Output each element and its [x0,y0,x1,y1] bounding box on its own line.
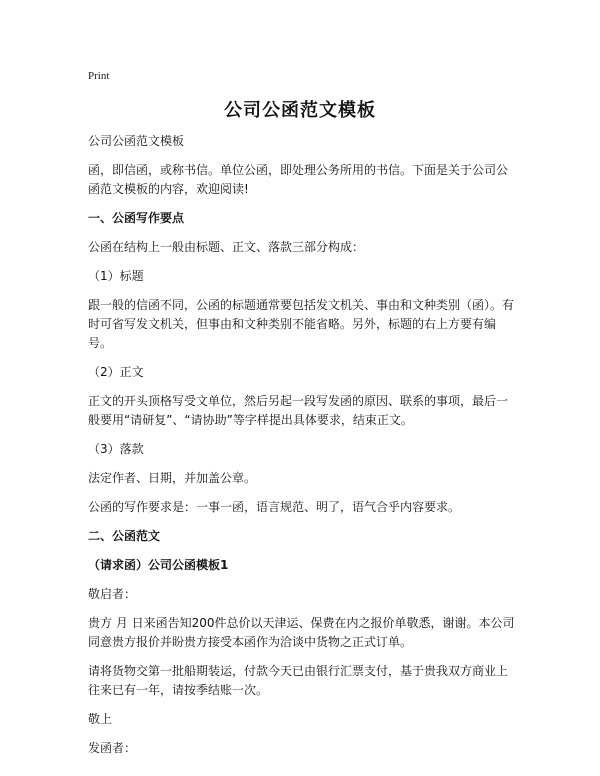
template-heading: （请求函）公司公函模板1 [88,558,229,572]
paragraph: 公函在结构上一般由标题、正文、落款三部分构成： [88,240,365,254]
paragraph: 公函的写作要求是：一事一函，语言规范、明了，语气合乎内容要求。 [88,500,461,514]
subsection-label: （1）标题 [88,269,144,283]
paragraph: 请将货物交第一批船期装运，付款今天已由银行汇票支付，基于贵我双方商业上往来已有一年，请按季结账一次。 [88,664,509,697]
closing: 敬上 [88,712,113,726]
salutation: 敬启者： [88,587,137,601]
paragraph: 贵方 月 日来函告知200件总价以天津运、保费在内之报价单敬悉，谢谢。本公司同意贵方报价并盼贵方接受本函作为洽谈中货物之正式订单。 [88,616,515,649]
subsection-label: （2）正文 [88,365,144,379]
paragraph: 正文的开头顶格写受文单位，然后另起一段写发函的原因、联系的事项，最后一般要用“请研复”、“请协助”等字样提出具体要求，结束正文。 [88,394,509,427]
print-label: Print [88,70,110,82]
page-title: 公司公函范文模板 [224,100,376,121]
subsection-label: （3）落款 [88,442,144,456]
section-heading: 一、公函写作要点 [88,211,185,225]
sender-label: 发函者： [88,741,137,755]
paragraph: 跟一般的信函不同，公函的标题通常要包括发文机关、事由和文种类别（函）。有时可省写发文机关，但事由和文种类别不能省略。另外，标题的右上方要有编号。 [88,298,515,350]
document-body [88,132,516,768]
intro-paragraph: 函，即信函，或称书信。单位公函，即处理公务所用的书信。下面是关于公司公函范文模板的内容，欢迎阅读! [88,163,509,196]
section-heading: 二、公函范文 [88,529,161,543]
paragraph: 法定作者、日期，并加盖公章。 [88,471,257,485]
doc-subtitle: 公司公函范文模板 [88,134,185,148]
